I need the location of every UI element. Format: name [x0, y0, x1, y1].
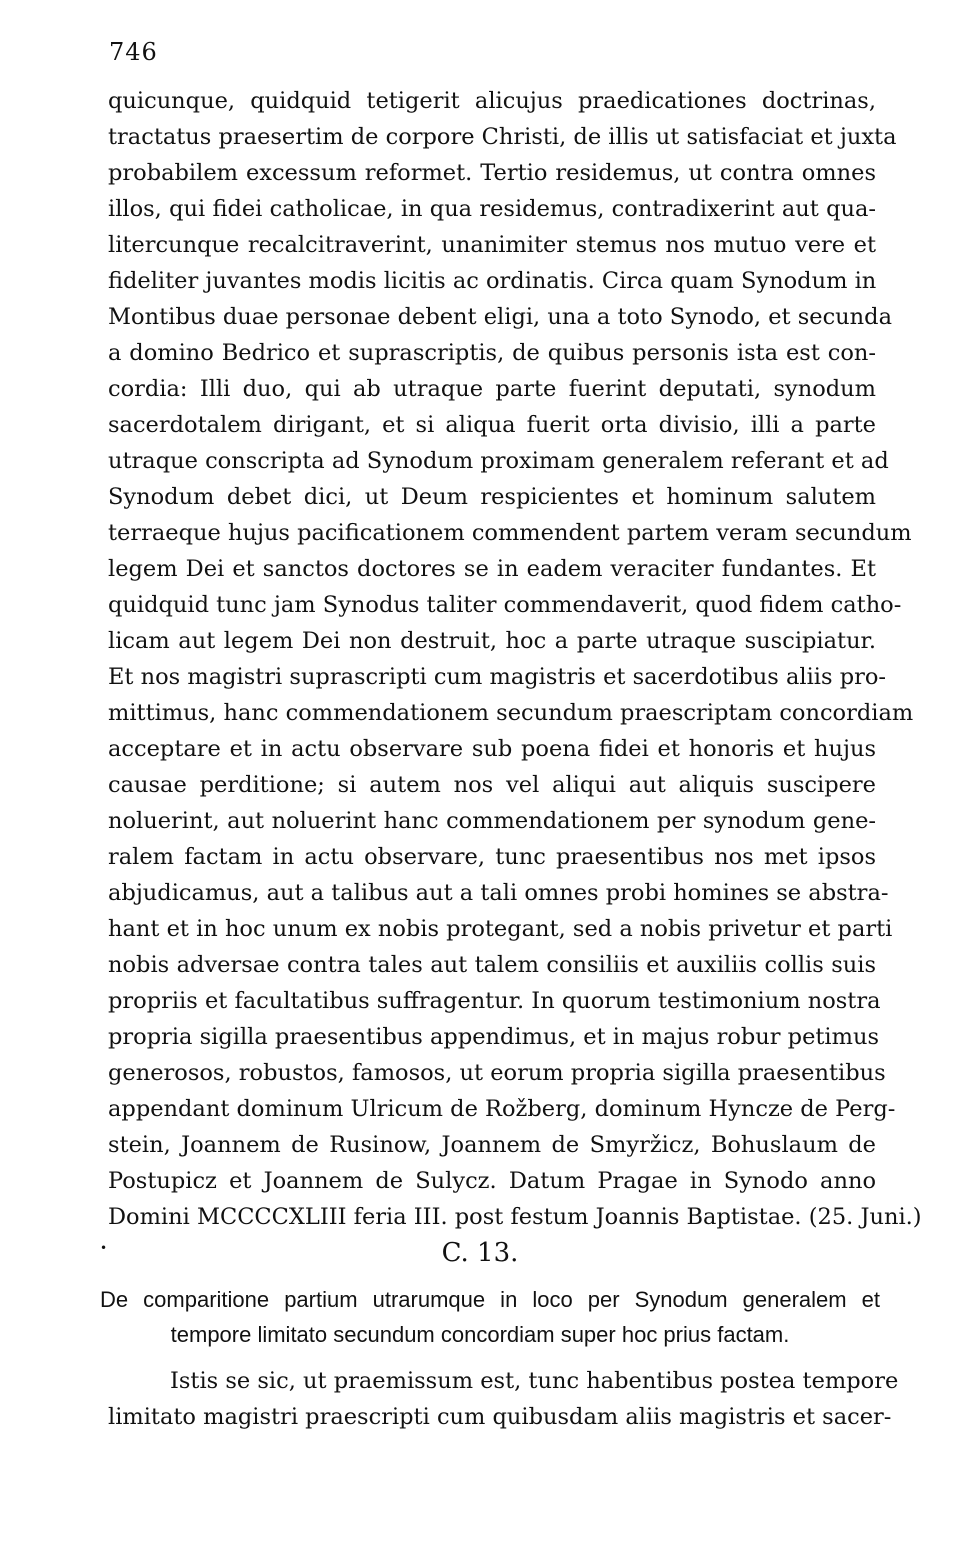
- text-line: utraque conscripta ad Synodum proximam generalem referant et ad: [108, 448, 889, 474]
- section-heading-line: tempore limitato secundum concordiam super hoc prius factam.: [170, 1322, 790, 1347]
- text-line: Synodum debet dici, ut Deum respicientes et hominum salutem: [108, 484, 876, 510]
- page-number: 746: [109, 38, 158, 66]
- text-line: terraeque hujus pacificationem commendent partem veram secundum: [108, 520, 912, 546]
- text-line: mittimus, hanc commendationem secundum praescriptam concordiam: [108, 700, 914, 726]
- text-line: abjudicamus, aut a talibus aut a tali omnes probi homines se abstra-: [108, 880, 889, 906]
- section-number: C. 13.: [441, 1238, 519, 1268]
- text-line: Et nos magistri suprascripti cum magistris et sacerdotibus aliis pro-: [108, 664, 886, 690]
- text-line: Istis se sic, ut praemissum est, tunc habentibus postea tempore: [170, 1368, 899, 1394]
- text-line: appendant dominum Ulricum de Rožberg, dominum Hyncze de Perg-: [108, 1096, 896, 1122]
- text-line: fideliter juvantes modis licitis ac ordinatis. Circa quam Synodum in: [108, 268, 877, 294]
- text-line: causae perditione; si autem nos vel aliqui aut aliquis suscipere: [108, 772, 876, 798]
- text-line: legem Dei et sanctos doctores se in eadem veraciter fundantes. Et: [108, 556, 876, 582]
- stray-mark: •: [100, 1241, 108, 1255]
- text-line: propria sigilla praesentibus appendimus, et in majus robur petimus: [108, 1024, 879, 1050]
- text-line: Postupicz et Joannem de Sulycz. Datum Pragae in Synodo anno: [108, 1168, 876, 1194]
- text-line: sacerdotalem dirigant, et si aliqua fuerit orta divisio, illi a parte: [108, 412, 876, 438]
- text-line: stein, Joannem de Rusinow, Joannem de Smyržicz, Bohuslaum de: [108, 1132, 876, 1158]
- text-line: tractatus praesertim de corpore Christi, de illis ut satisfaciat et juxta: [108, 124, 897, 150]
- text-line: noluerint, aut noluerint hanc commendationem per synodum gene-: [108, 808, 876, 834]
- text-line: nobis adversae contra tales aut talem consiliis et auxiliis collis suis: [108, 952, 876, 978]
- text-line: generosos, robustos, famosos, ut eorum propria sigilla praesentibus: [108, 1060, 886, 1086]
- text-line: ralem factam in actu observare, tunc praesentibus nos met ipsos: [108, 844, 876, 870]
- text-line: Domini MCCCCXLIII feria III. post festum Joannis Baptistae. (25. Juni.): [108, 1204, 922, 1230]
- text-line: Montibus duae personae debent eligi, una a toto Synodo, et secunda: [108, 304, 892, 330]
- text-line: litercunque recalcitraverint, unanimiter stemus nos mutuo vere et: [108, 232, 876, 258]
- text-line: illos, qui fidei catholicae, in qua residemus, contradixerint aut qua-: [108, 196, 876, 222]
- text-line: probabilem excessum reformet. Tertio residemus, ut contra omnes: [108, 160, 876, 186]
- text-line: quicunque, quidquid tetigerit alicujus praedicationes doctrinas,: [108, 88, 876, 114]
- text-line: acceptare et in actu observare sub poena fidei et honoris et hujus: [108, 736, 876, 762]
- section-heading-line: De comparitione partium utrarumque in loco per Synodum generalem et: [100, 1287, 880, 1312]
- text-line: cordia: Illi duo, qui ab utraque parte fuerint deputati, synodum: [108, 376, 876, 402]
- text-line: propriis et facultatibus suffragentur. In quorum testimonium nostra: [108, 988, 881, 1014]
- text-line: licam aut legem Dei non destruit, hoc a parte utraque suscipiatur.: [108, 628, 876, 654]
- text-line: hant et in hoc unum ex nobis protegant, sed a nobis privetur et parti: [108, 916, 893, 942]
- text-line: quidquid tunc jam Synodus taliter commendaverit, quod fidem catho-: [108, 592, 902, 618]
- text-line: limitato magistri praescripti cum quibusdam aliis magistris et sacer-: [108, 1404, 892, 1430]
- text-line: a domino Bedrico et suprascriptis, de quibus personis ista est con-: [108, 340, 876, 366]
